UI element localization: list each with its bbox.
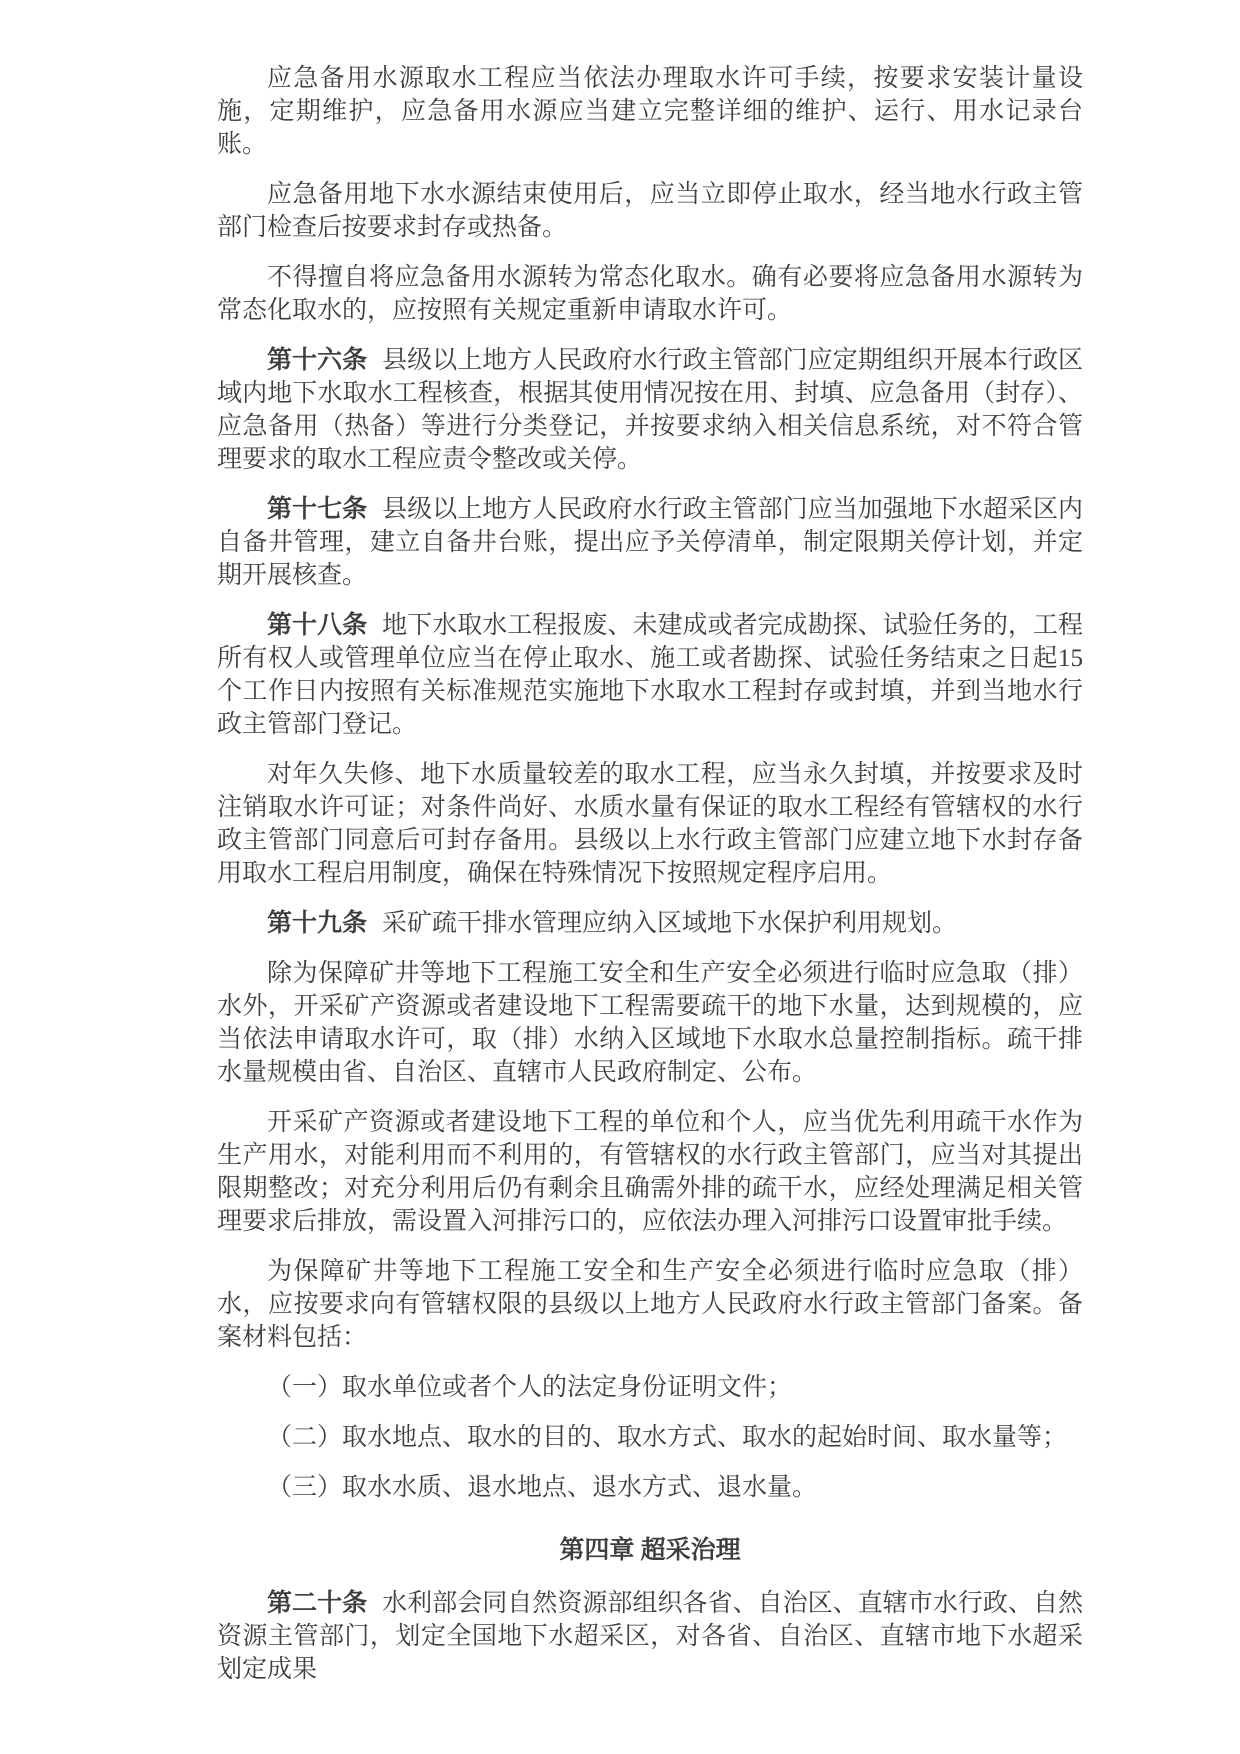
body-paragraph: 为保障矿井等地下工程施工安全和生产安全必须进行临时应急取（排）水，应按要求向有管辖权限的县级以上地方人民政府水行政主管部门备案。备案材料包括： xyxy=(217,1258,1083,1351)
article-paragraph: 第二十条 水利部会同自然资源部组织各省、自治区、直辖市水行政、自然资源主管部门，划定全国地下水超采区，对各省、自治区、直辖市地下水超采划定成果 xyxy=(217,1590,1083,1683)
article-paragraph: 第十六条 县级以上地方人民政府水行政主管部门应定期组织开展本行政区域内地下水取水工程核查，根据其使用情况按在用、封填、应急备用（封存）、应急备用（热备）等进行分类登记，并按要求纳入相关信息系统，对不符合管理要求的取水工程应责令整改或关停。 xyxy=(217,347,1083,473)
article-number: 第十六条 xyxy=(267,347,368,374)
article-number: 第二十条 xyxy=(267,1590,368,1617)
article-number: 第十七条 xyxy=(267,496,368,523)
body-paragraph: （二）取水地点、取水的目的、取水方式、取水的起始时间、取水量等； xyxy=(267,1424,1068,1451)
body-paragraph: 除为保障矿井等地下工程施工安全和生产安全必须进行临时应急取（排）水外，开采矿产资源或者建设地下工程需要疏干的地下水量，达到规模的，应当依法申请取水许可，取（排）水纳入区域地下水取水总量控制指标。疏干排水量规模由省、自治区、直辖市人民政府制定、公布。 xyxy=(217,960,1083,1086)
article-paragraph: 第十七条 县级以上地方人民政府水行政主管部门应当加强地下水超采区内自备井管理，建立自备井台账，提出应予关停清单，制定限期关停计划，并定期开展核查。 xyxy=(217,496,1083,589)
body-paragraph: （三）取水水质、退水地点、退水方式、退水量。 xyxy=(267,1474,818,1501)
document-body xyxy=(217,62,1083,1686)
chapter-heading: 第四章 超采治理 xyxy=(559,1537,741,1564)
body-paragraph: 不得擅自将应急备用水源转为常态化取水。确有必要将应急备用水源转为常态化取水的，应按照有关规定重新申请取水许可。 xyxy=(217,264,1083,324)
body-paragraph: 对年久失修、地下水质量较差的取水工程，应当永久封填，并按要求及时注销取水许可证；对条件尚好、水质水量有保证的取水工程经有管辖权的水行政主管部门同意后可封存备用。县级以上水行政主管部门应建立地下水封存备用取水工程启用制度，确保在特殊情况下按照规定程序启用。 xyxy=(217,761,1083,887)
body-paragraph: 应急备用地下水水源结束使用后，应当立即停止取水，经当地水行政主管部门检查后按要求封存或热备。 xyxy=(217,181,1083,241)
body-paragraph: （一）取水单位或者个人的法定身份证明文件； xyxy=(267,1374,793,1401)
article-number: 第十八条 xyxy=(267,612,368,639)
body-paragraph: 应急备用水源取水工程应当依法办理取水许可手续，按要求安装计量设施，定期维护，应急备用水源应当建立完整详细的维护、运行、用水记录台账。 xyxy=(217,65,1083,158)
body-paragraph: 开采矿产资源或者建设地下工程的单位和个人，应当优先利用疏干水作为生产用水，对能利用而不利用的，有管辖权的水行政主管部门，应当对其提出限期整改；对充分利用后仍有剩余且确需外排的疏干水，应经处理满足相关管理要求后排放，需设置入河排污口的，应依法办理入河排污口设置审批手续。 xyxy=(217,1109,1083,1235)
article-paragraph: 第十九条 采矿疏干排水管理应纳入区域地下水保护利用规划。 xyxy=(267,910,958,937)
article-number: 第十九条 xyxy=(267,910,368,937)
article-paragraph: 第十八条 地下水取水工程报废、未建成或者完成勘探、试验任务的，工程所有权人或管理单位应当在停止取水、施工或者勘探、试验任务结束之日起15个工作日内按照有关标准规范实施地下水取水工程封存或封填，并到当地水行政主管部门登记。 xyxy=(217,612,1083,738)
